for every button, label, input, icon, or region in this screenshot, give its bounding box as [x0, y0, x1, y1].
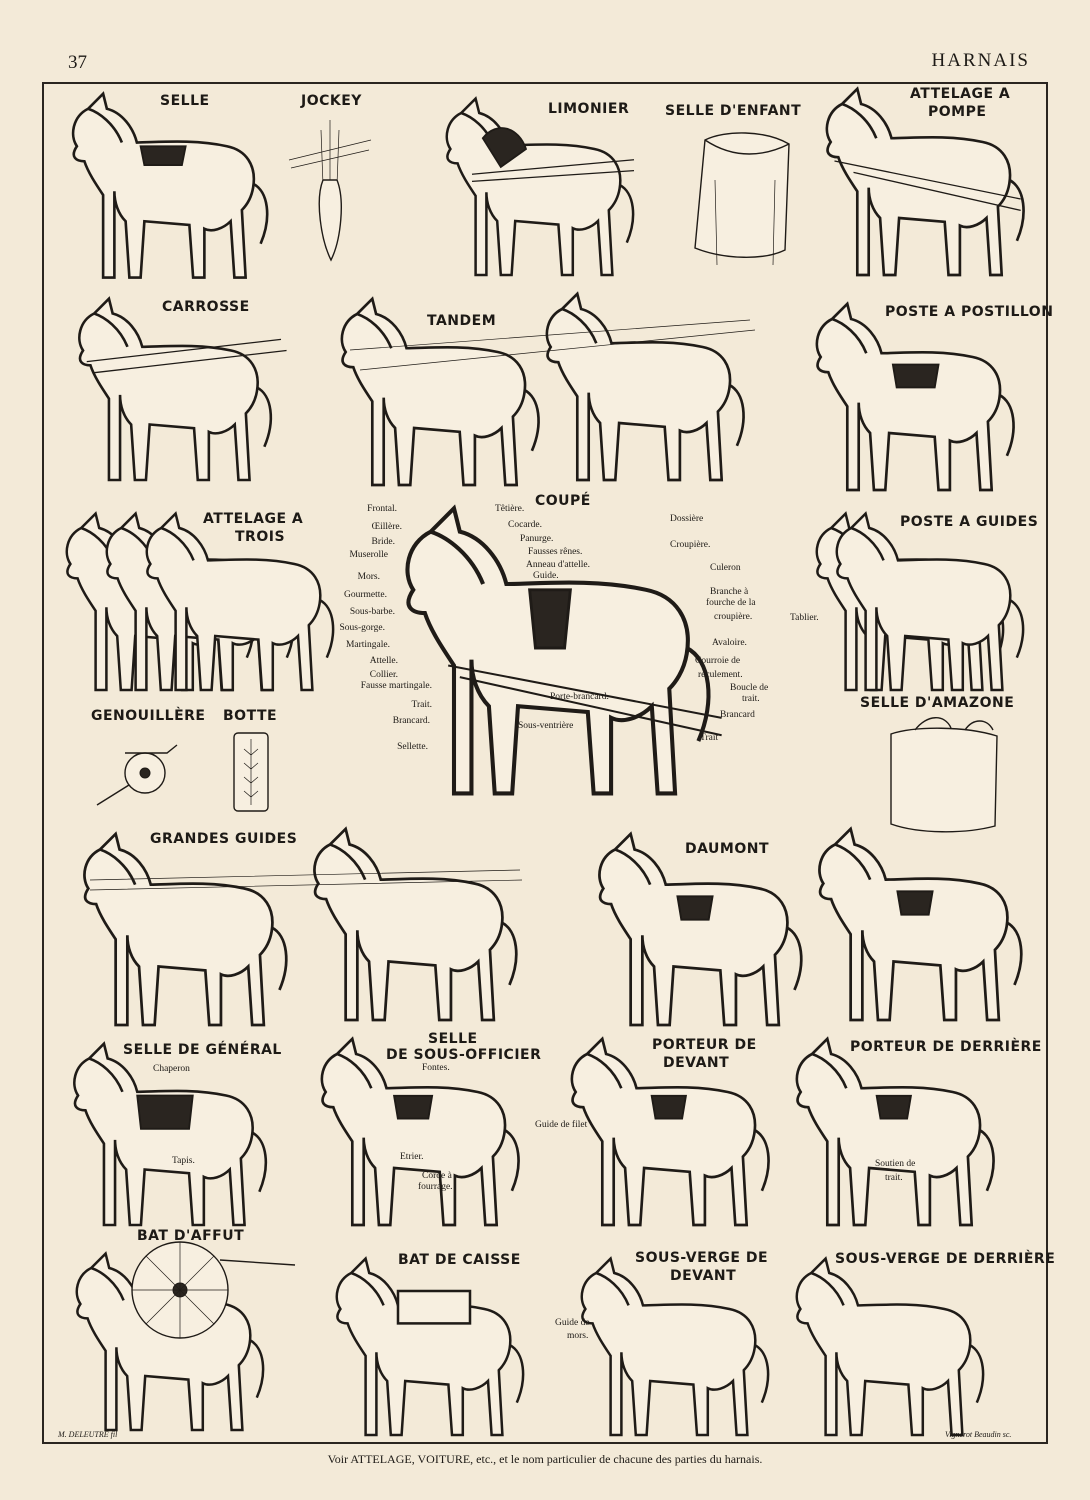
figure-daumont	[580, 820, 1035, 1030]
coupe-label-collier: Collier.	[369, 670, 398, 680]
coupe-label-sous-barbe: Sous-barbe.	[349, 607, 395, 617]
title-daumont: DAUMONT	[685, 841, 769, 857]
title-selle-sous-officier-2: DE SOUS-OFFICIER	[386, 1047, 542, 1063]
coupe-label-fausses-renes: Fausses rênes.	[528, 547, 583, 557]
coupe-label-muserolle: Muserolle	[349, 550, 388, 560]
signature-left: M. DELEUTRE fil	[58, 1430, 118, 1439]
coupe-label-guide: Guide.	[533, 571, 559, 581]
selle-enfant-illustration	[665, 100, 815, 270]
coupe-label-porte-brancard: Porte-brancard.	[550, 692, 609, 702]
title-porteur-devant-1: PORTEUR DE	[652, 1037, 757, 1053]
title-attelage-pompe-1: ATTELAGE A	[910, 86, 1011, 102]
coupe-label-dossiere: Dossière	[670, 514, 704, 524]
figure-carrosse	[60, 295, 300, 485]
figure-grandes-guides	[60, 820, 530, 1030]
figure-bat-caisse	[310, 1245, 545, 1435]
title-tandem: TANDEM	[427, 313, 497, 329]
coupe-label-branche-3: croupière.	[714, 612, 753, 622]
figure-attelage-pompe	[810, 85, 1040, 280]
figure-genouillere	[85, 705, 205, 815]
title-attelage-trois-1: ATTELAGE A	[203, 511, 304, 527]
figure-jockey	[285, 90, 375, 270]
coupe-label-trait-right: Trait	[700, 733, 719, 743]
figure-selle-amazone	[855, 690, 1040, 840]
figure-limonier	[420, 95, 660, 285]
horse-poste-postillon-illustration	[795, 300, 1025, 490]
title-bat-caisse: BAT DE CAISSE	[398, 1252, 521, 1268]
coupe-label-sellette: Sellette.	[397, 742, 428, 752]
coupe-label-courroie-1: Courroie de	[695, 656, 741, 666]
label-corde-fourrage-2: fourrage.	[418, 1182, 453, 1192]
horse-porteur-derriere-illustration	[780, 1035, 1000, 1225]
coupe-label-courroie-2: reculement.	[698, 670, 743, 680]
title-genouillere: GENOUILLÈRE	[91, 708, 206, 724]
horse-carrosse-illustration	[60, 295, 280, 480]
figure-selle-enfant	[665, 100, 815, 270]
coupe-label-brancard: Brancard.	[392, 716, 430, 726]
title-bat-affut: BAT D'AFFUT	[137, 1228, 245, 1244]
page-number: 37	[68, 52, 87, 73]
figure-poste-postillon	[790, 295, 1054, 490]
coupe-label-croupiere: Croupière.	[670, 540, 711, 550]
horse-limonier-illustration	[420, 95, 650, 275]
coupe-label-martingale: Martingale.	[345, 640, 390, 650]
title-poste-guides: POSTE A GUIDES	[900, 514, 1039, 530]
coupe-label-boucle-2: trait.	[742, 694, 760, 704]
coupe-label-sous-ventriere: Sous-ventrière	[518, 721, 574, 731]
coupe-label-anneau-attelle: Anneau d'attelle.	[526, 560, 590, 570]
coupe-label-avaloire: Avaloire.	[712, 638, 747, 648]
title-botte: BOTTE	[223, 708, 278, 724]
title-coupe: COUPÉ	[535, 493, 591, 509]
coupe-label-fausse-martingale: Fausse martingale.	[360, 681, 432, 691]
label-tapis: Tapis.	[172, 1156, 195, 1166]
title-limonier: LIMONIER	[548, 101, 630, 117]
label-fontes: Fontes.	[422, 1063, 450, 1073]
tandem-reins	[330, 290, 760, 490]
title-sous-verge-devant-1: SOUS-VERGE DE	[635, 1250, 769, 1266]
horse-daumont-2	[805, 825, 1025, 1020]
label-tablier: Tablier.	[790, 613, 819, 623]
page-header-title: HARNAIS	[931, 50, 1030, 71]
figure-coupe	[330, 490, 790, 810]
figure-porteur-devant	[535, 1030, 775, 1230]
label-chaperon: Chaperon	[153, 1064, 190, 1074]
coupe-label-culeron: Culeron	[710, 563, 741, 573]
figure-poste-guides	[790, 505, 1040, 690]
coupe-label-brancard-right: Brancard	[720, 710, 755, 720]
title-selle-general: SELLE DE GÉNÉRAL	[123, 1042, 282, 1058]
plate-caption: Voir ATTELAGE, VOITURE, etc., et le nom particulier de chacune des parties du harnais.	[327, 1452, 763, 1466]
grandes-guides-reins	[60, 820, 530, 1030]
coupe-label-sous-gorge: Sous-gorge.	[339, 623, 385, 633]
title-attelage-trois-2: TROIS	[235, 529, 286, 545]
horse-sous-verge-derriere-illustration	[780, 1255, 990, 1435]
figure-selle-sous-officier	[300, 1030, 545, 1230]
label-guide-mors-1: Guide de	[555, 1318, 590, 1328]
horse-selle-illustration	[60, 90, 270, 285]
title-jockey: JOCKEY	[301, 93, 362, 109]
label-guide-mors-2: mors.	[567, 1331, 589, 1341]
coupe-label-oeillere: Œillère.	[371, 522, 402, 532]
title-selle-enfant: SELLE D'ENFANT	[665, 103, 802, 119]
horse-attelage-pompe-illustration	[810, 85, 1030, 275]
coupe-label-attelle: Attelle.	[369, 656, 398, 666]
horse-daumont-1	[585, 830, 805, 1025]
coupe-label-boucle-1: Boucle de	[730, 683, 769, 693]
jockey-illustration	[285, 90, 375, 270]
coupe-label-panurge: Panurge.	[520, 534, 554, 544]
figure-botte	[220, 705, 290, 815]
horse-bat-caisse-illustration	[315, 1255, 535, 1435]
title-porteur-devant-2: DEVANT	[663, 1055, 730, 1071]
coupe-label-bride: Bride.	[371, 537, 395, 547]
label-corde-fourrage-1: Corde à	[422, 1171, 452, 1181]
title-selle-sous-officier-1: SELLE	[428, 1031, 478, 1047]
title-selle: SELLE	[160, 93, 210, 109]
figure-tandem	[330, 290, 760, 490]
title-selle-amazone: SELLE D'AMAZONE	[860, 695, 1015, 711]
figure-sous-verge-devant	[555, 1245, 780, 1435]
label-soutien-trait-2: trait.	[885, 1173, 903, 1183]
coupe-label-gourmette: Gourmette.	[343, 590, 387, 600]
coupe-label-branche-1: Branche à	[710, 587, 749, 597]
coupe-label-mors: Mors.	[357, 572, 380, 582]
coupe-label-cocarde: Cocarde.	[508, 520, 543, 530]
figure-selle-general	[60, 1035, 290, 1230]
figure-sous-verge-derriere	[775, 1240, 1056, 1435]
title-sous-verge-devant-2: DEVANT	[670, 1268, 737, 1284]
label-soutien-trait-1: Soutien de	[875, 1159, 916, 1169]
coupe-label-frontal: Frontal.	[367, 504, 397, 514]
label-etrier: Etrier.	[400, 1152, 424, 1162]
coupe-label-branche-2: fourche de la	[706, 598, 756, 608]
title-grandes-guides: GRANDES GUIDES	[150, 831, 298, 847]
figure-selle	[60, 90, 270, 285]
horse-poste-guides-2	[825, 510, 1025, 690]
coupe-label-trait: Trait.	[411, 700, 432, 710]
selle-amazone-illustration	[855, 690, 1040, 840]
coupe-label-tetiere: Têtière.	[495, 504, 525, 514]
affut-wheel	[55, 1225, 310, 1435]
title-attelage-pompe-2: POMPE	[928, 104, 987, 120]
title-carrosse: CARROSSE	[162, 299, 250, 315]
title-poste-postillon: POSTE A POSTILLON	[885, 304, 1054, 320]
label-guide-filet: Guide de filet	[535, 1120, 588, 1130]
signature-right: Vignerot Beaudin sc.	[945, 1430, 1012, 1439]
title-sous-verge-derriere: SOUS-VERGE DE DERRIÈRE	[835, 1251, 1056, 1267]
figure-porteur-derriere	[775, 1030, 1045, 1230]
figure-bat-affut	[55, 1225, 310, 1435]
title-porteur-derriere: PORTEUR DE DERRIÈRE	[850, 1039, 1042, 1055]
figure-attelage-trois	[55, 505, 335, 690]
